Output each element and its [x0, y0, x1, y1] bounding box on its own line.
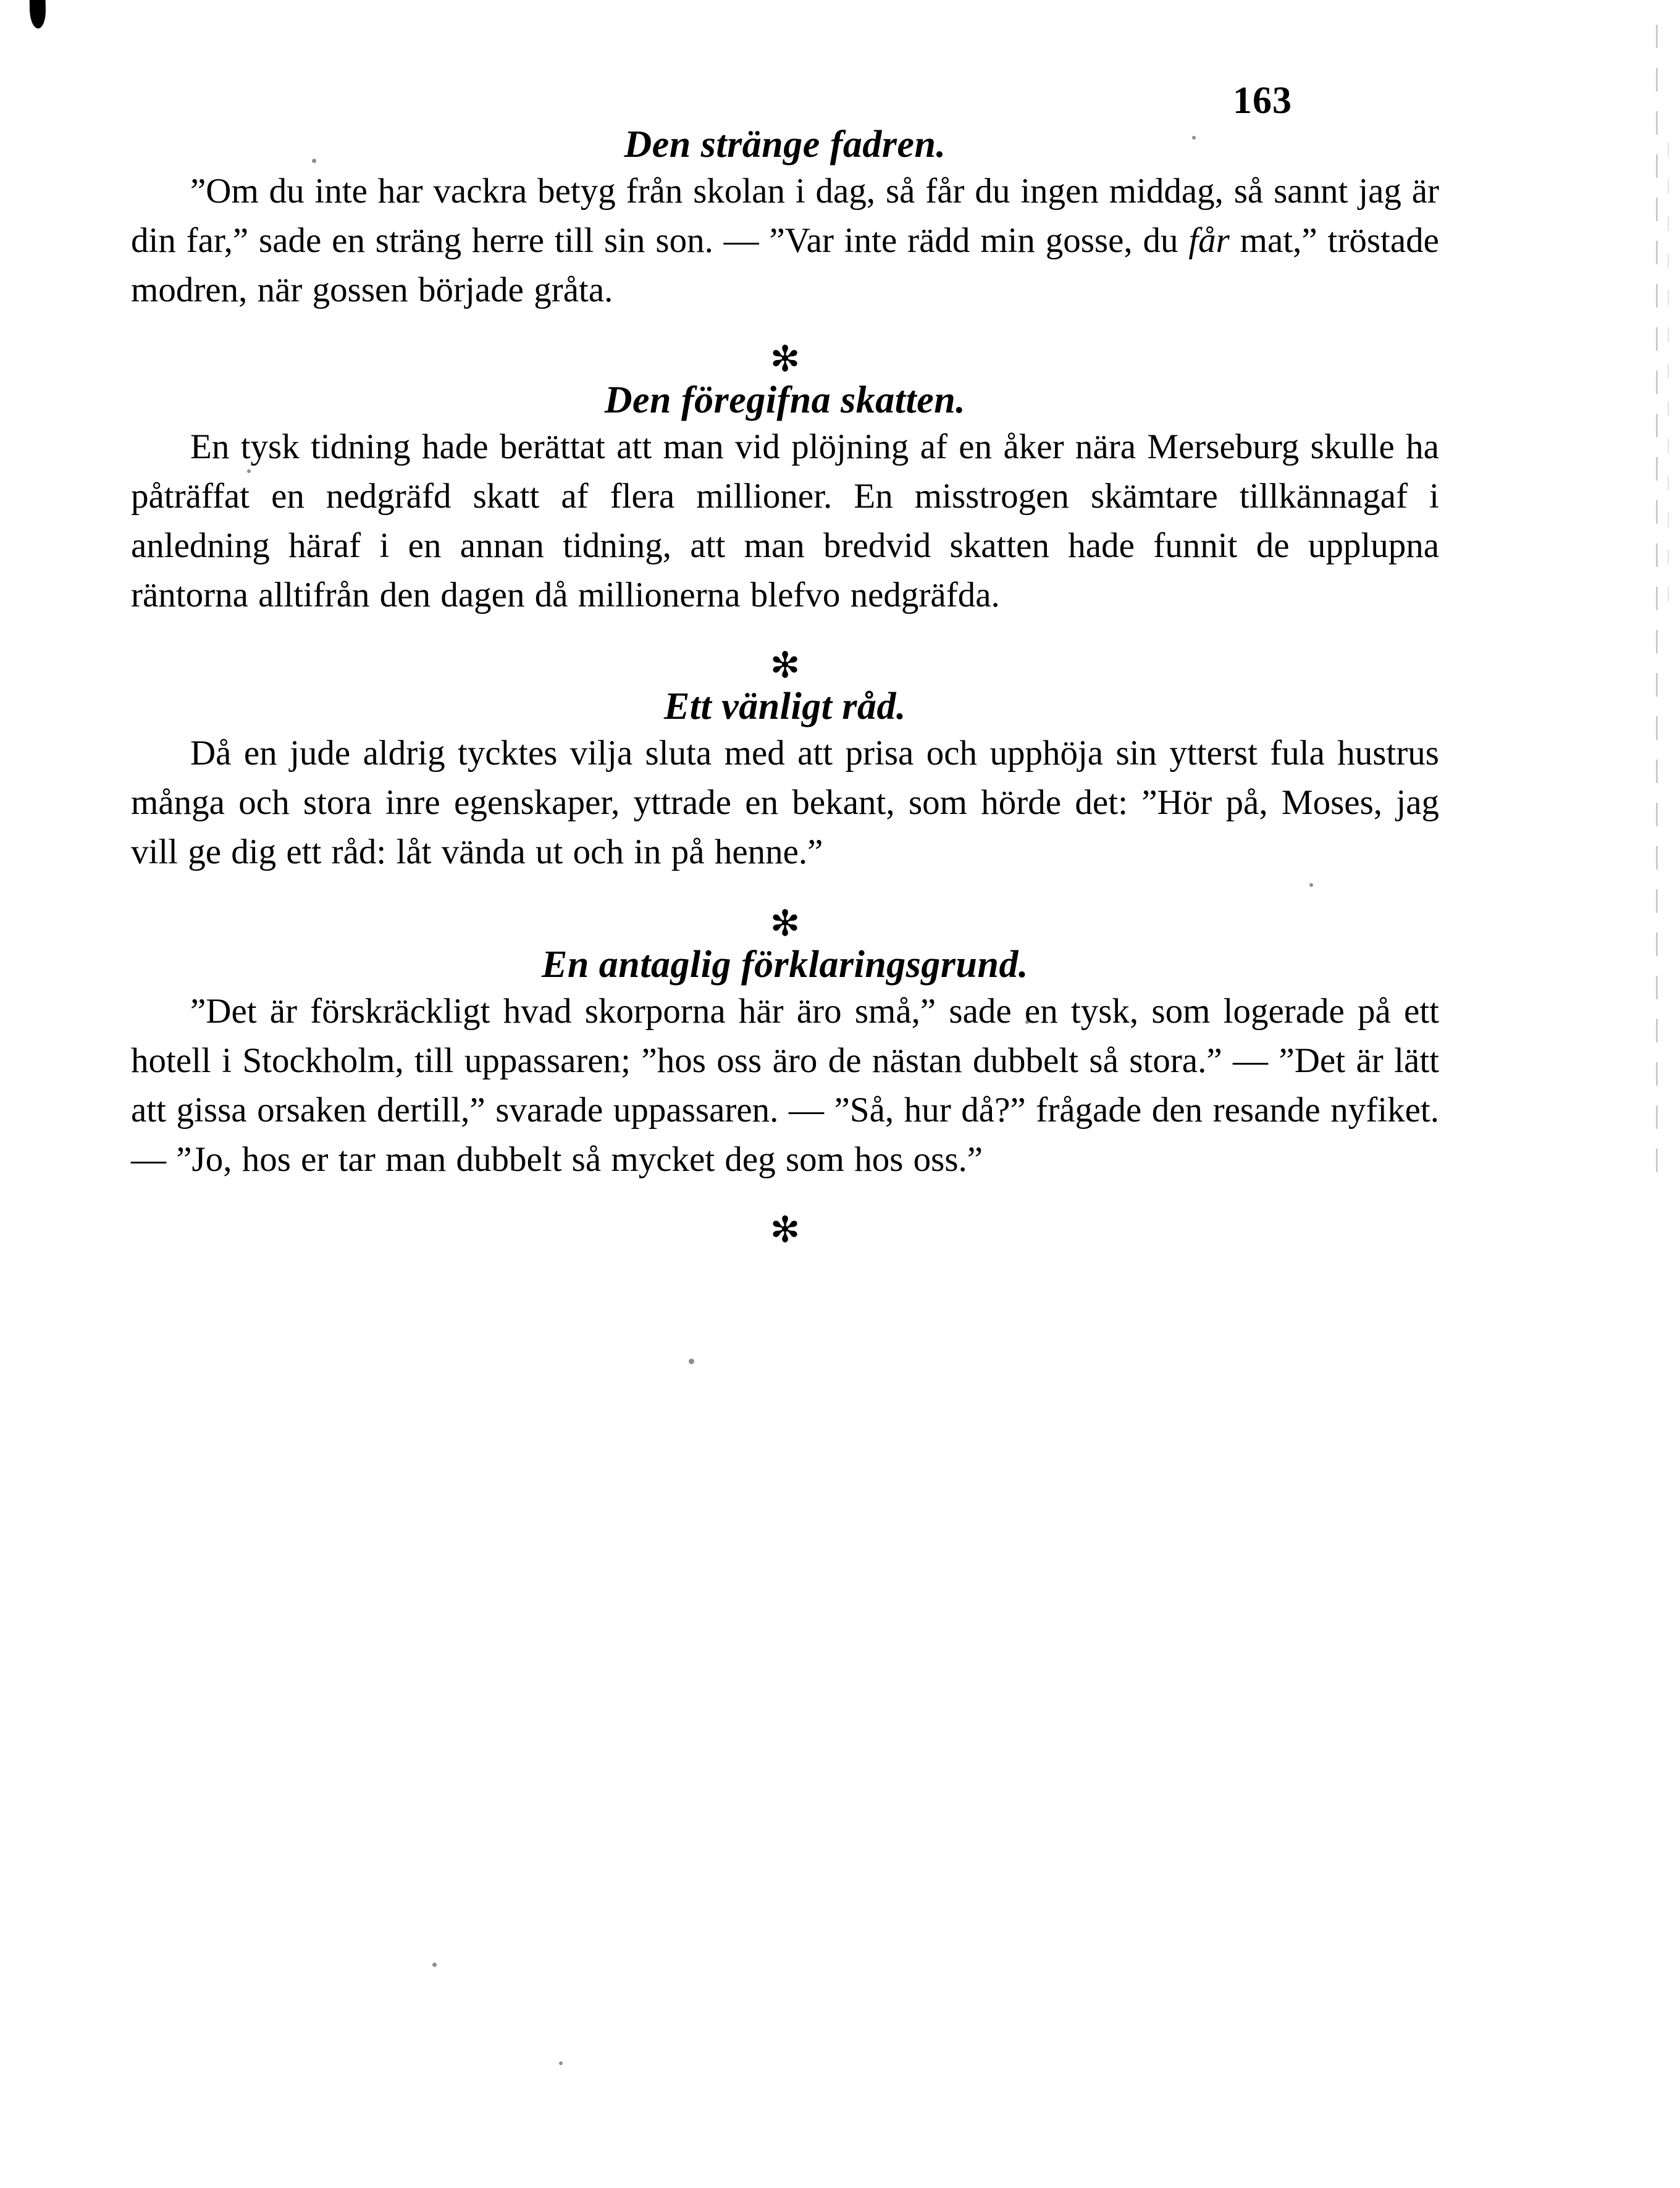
section-title-2: Den föregifna skatten.	[604, 379, 966, 421]
section-separator-1	[131, 338, 1439, 380]
section-paragraph-2: En tysk tidning hade berättat att man vid plöjning af en åker nära Merseburg skulle ha påträffat en nedgräfd skatt af flera millioner. En misstrogen skämtare tillkännagaf i anledning häraf i en annan tidning, att man bredvid skatten hade funnit de upplupna räntorna alltifrån den dagen då millionerna blefvo nedgräfda.	[131, 427, 1439, 614]
asterisk-icon: ✻	[770, 1209, 800, 1251]
paragraph-1-emphasis: får	[1188, 221, 1230, 260]
paragraph-1-tail: mat,” tröstade modren, när gossen började gråta.	[131, 221, 1439, 309]
asterisk-icon: ✻	[770, 902, 800, 944]
paragraph-1-lead: ”Om du inte har vackra betyg från skolan i dag, så får du ingen middag, så sannt jag är din far,” sade en sträng herre till sin son. — ”Var inte rädd min gosse, du	[131, 172, 1439, 260]
page-content	[131, 0, 1439, 1249]
scan-edge-artifact	[1656, 25, 1658, 1173]
section-title-1: Den stränge fadren.	[624, 124, 946, 166]
section-separator-4	[131, 1209, 1439, 1251]
page-number: 163	[1233, 80, 1292, 122]
section-title-3: Ett vänligt råd.	[663, 685, 907, 727]
scan-edge-artifact-secondary	[1668, 142, 1669, 611]
asterisk-icon: ✻	[770, 338, 800, 380]
section-paragraph-4: ”Det är förskräckligt hvad skorporna här äro små,” sade en tysk, som logerade på ett hotell i Stockholm, till uppassaren; ”hos oss äro de nästan dubbelt så stora.” — ”Det är lätt att gissa orsaken dertill,” svarade uppassaren. — ”Så, hur då?” frågade den resande nyfiket. — ”Jo, hos er tar man dubbelt så mycket deg som hos oss.”	[131, 992, 1439, 1179]
section-separator-2	[131, 644, 1439, 686]
scan-speck	[432, 1963, 437, 1967]
section-paragraph-1	[131, 167, 1439, 315]
scan-speck	[559, 2061, 563, 2065]
section-title-4: En antaglig förklaringsgrund.	[541, 944, 1029, 986]
ink-smudge-artifact	[30, 0, 46, 30]
asterisk-icon: ✻	[770, 644, 800, 686]
section-separator-3	[131, 902, 1439, 944]
section-paragraph-3: Då en jude aldrig tycktes vilja sluta med att prisa och upphöja sin ytterst fula hustrus många och stora inre egenskaper, yttrade en bekant, som hörde det: ”Hör på, Moses, jag vill ge dig ett råd: låt vända ut och in på henne.”	[131, 734, 1439, 871]
scan-speck	[689, 1359, 694, 1364]
